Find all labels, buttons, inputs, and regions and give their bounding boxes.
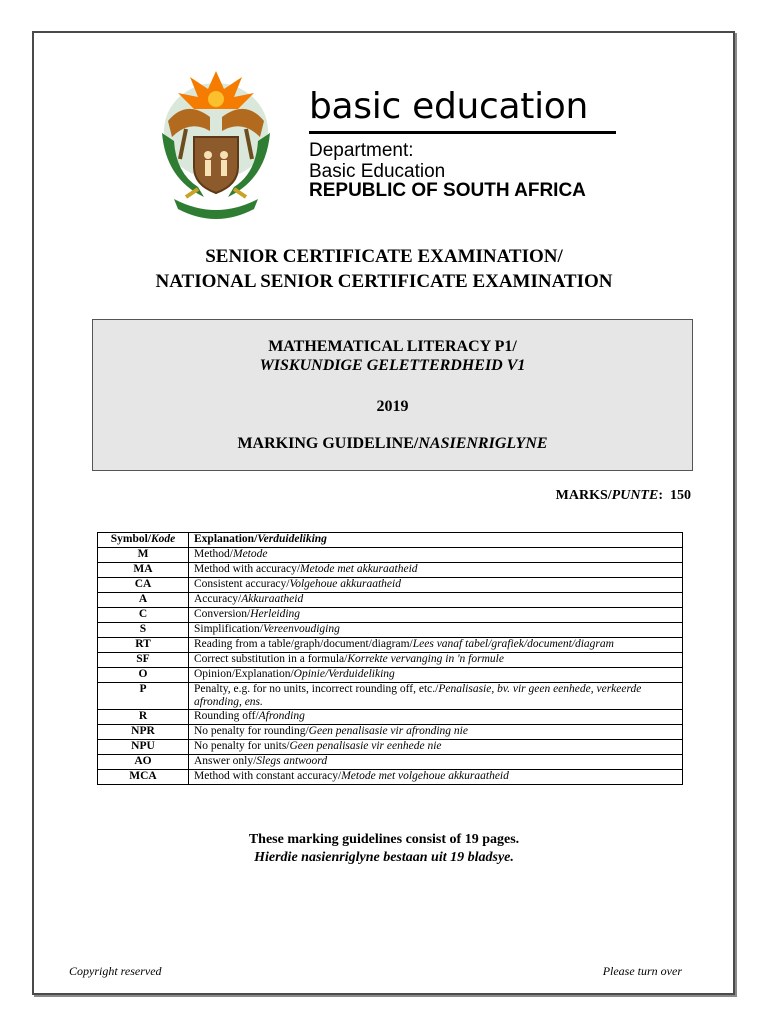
marks-label-afrikaans: PUNTE (611, 488, 659, 503)
marking-symbols-table (97, 532, 683, 785)
division-label: Basic Education (309, 161, 446, 182)
exam-heading (40, 244, 728, 294)
page-count-note (40, 831, 728, 867)
table-row (98, 548, 683, 563)
explanation-cell (189, 668, 683, 683)
explanation-cell (189, 623, 683, 638)
symbol-cell: C (98, 608, 189, 623)
symbol-cell: MCA (98, 770, 189, 785)
explanation-cell (189, 578, 683, 593)
exam-year: 2019 (376, 398, 409, 415)
department-logo (146, 51, 630, 221)
explanation-cell (189, 638, 683, 653)
table-row (98, 653, 683, 668)
explanation-english: No penalty for units/ (194, 740, 290, 752)
symbol-cell: R (98, 710, 189, 725)
symbol-cell: CA (98, 578, 189, 593)
explanation-afrikaans: Korrekte vervanging in 'n formule (347, 653, 504, 665)
symbol-cell: NPU (98, 740, 189, 755)
document-type-afrikaans: NASIENRIGLYNE (418, 435, 548, 452)
explanation-afrikaans: Metode met volgehoue akkuraatheid (341, 770, 509, 782)
marks-separator: : (658, 488, 663, 503)
explanation-english: Penalty, e.g. for no units, incorrect rounding off, etc./ (194, 683, 439, 695)
explanation-cell (189, 710, 683, 725)
table-row (98, 740, 683, 755)
brand-title: basic education (309, 86, 589, 127)
explanation-afrikaans: Penalisasie, bv. vir geen eenhede, verkeerde afronding, ens. (194, 683, 642, 708)
explanation-cell (189, 608, 683, 623)
explanation-english: Consistent accuracy/ (194, 578, 290, 590)
explanation-afrikaans: Slegs antwoord (256, 755, 328, 767)
explanation-english: Reading from a table/graph/document/diagram/ (194, 638, 413, 650)
explanation-cell (189, 725, 683, 740)
table-row (98, 725, 683, 740)
explanation-column-header (189, 533, 683, 548)
symbol-header-english: Symbol/ (110, 533, 151, 545)
explanation-english: Conversion/ (194, 608, 251, 620)
explanation-english: Rounding off/ (194, 710, 259, 722)
table-row (98, 578, 683, 593)
subject-english: MATHEMATICAL LITERACY P1/ (268, 338, 517, 355)
explanation-english: Method/ (194, 548, 233, 560)
marks-value: 150 (670, 488, 691, 503)
explanation-english: Correct substitution in a formula/ (194, 653, 348, 665)
symbol-cell: M (98, 548, 189, 563)
explanation-english: Answer only/ (194, 755, 257, 767)
symbol-cell: NPR (98, 725, 189, 740)
page-count-afrikaans: Hierdie nasienriglyne bestaan uit 19 bladsye. (254, 850, 514, 865)
symbol-cell: P (98, 683, 189, 710)
symbol-column-header (98, 533, 189, 548)
explanation-afrikaans: Vereenvoudiging (263, 623, 340, 635)
table-row (98, 755, 683, 770)
explanation-header-afrikaans: Verduideliking (257, 533, 327, 545)
explanation-cell (189, 593, 683, 608)
explanation-cell (189, 548, 683, 563)
title-box (92, 319, 693, 471)
explanation-header-english: Explanation/ (194, 533, 258, 545)
explanation-english: Opinion/Explanation/ (194, 668, 294, 680)
symbol-cell: O (98, 668, 189, 683)
symbol-cell: SF (98, 653, 189, 668)
table-row (98, 668, 683, 683)
subject-afrikaans: WISKUNDIGE GELETTERDHEID V1 (259, 357, 526, 374)
symbol-cell: AO (98, 755, 189, 770)
turn-over-notice: Please turn over (602, 964, 682, 978)
symbol-header-afrikaans: Kode (150, 533, 176, 545)
marks-label-english: MARKS/ (555, 488, 612, 503)
explanation-cell (189, 740, 683, 755)
explanation-afrikaans: Metode met akkuraatheid (300, 563, 418, 575)
table-row (98, 608, 683, 623)
table-row (98, 683, 683, 710)
country-label: REPUBLIC OF SOUTH AFRICA (309, 180, 586, 201)
explanation-afrikaans: Afronding (258, 710, 305, 722)
explanation-english: Method with constant accuracy/ (194, 770, 342, 782)
explanation-cell (189, 755, 683, 770)
explanation-afrikaans: Herleiding (250, 608, 301, 620)
symbol-cell: A (98, 593, 189, 608)
explanation-afrikaans: Akkuraatheid (241, 593, 304, 605)
document-type (93, 434, 692, 454)
explanation-cell (189, 770, 683, 785)
page-count-english: These marking guidelines consist of 19 pages. (248, 832, 520, 847)
explanation-cell (189, 563, 683, 578)
explanation-afrikaans: Volgehoue akkuraatheid (289, 578, 401, 590)
brand-divider (309, 131, 616, 134)
department-label: Department: (309, 140, 414, 161)
symbol-cell: RT (98, 638, 189, 653)
symbol-cell: MA (98, 563, 189, 578)
table-body (98, 548, 683, 785)
table-header-row (98, 533, 683, 548)
explanation-english: Accuracy/ (194, 593, 242, 605)
explanation-afrikaans: Opinie/Verduideliking (293, 668, 395, 680)
table-row (98, 623, 683, 638)
document-type-english: MARKING GUIDELINE/ (237, 435, 419, 452)
explanation-english: Method with accuracy/ (194, 563, 301, 575)
copyright-notice: Copyright reserved (69, 964, 162, 978)
explanation-english: Simplification/ (194, 623, 263, 635)
explanation-afrikaans: Metode (232, 548, 268, 560)
table-row (98, 563, 683, 578)
exam-heading-line2: NATIONAL SENIOR CERTIFICATE EXAMINATION (155, 271, 613, 292)
table-row (98, 710, 683, 725)
table-row (98, 593, 683, 608)
explanation-afrikaans: Lees vanaf tabel/grafiek/document/diagram (412, 638, 614, 650)
explanation-cell (189, 653, 683, 668)
exam-heading-line1: SENIOR CERTIFICATE EXAMINATION/ (205, 246, 563, 267)
explanation-afrikaans: Geen penalisasie vir eenhede nie (289, 740, 442, 752)
symbol-cell: S (98, 623, 189, 638)
explanation-afrikaans: Geen penalisasie vir afronding nie (308, 725, 468, 737)
table-row (98, 770, 683, 785)
explanation-english: No penalty for rounding/ (194, 725, 309, 737)
table-row (98, 638, 683, 653)
total-marks (556, 487, 691, 505)
explanation-cell (189, 683, 683, 710)
coat-of-arms-icon (146, 59, 286, 223)
